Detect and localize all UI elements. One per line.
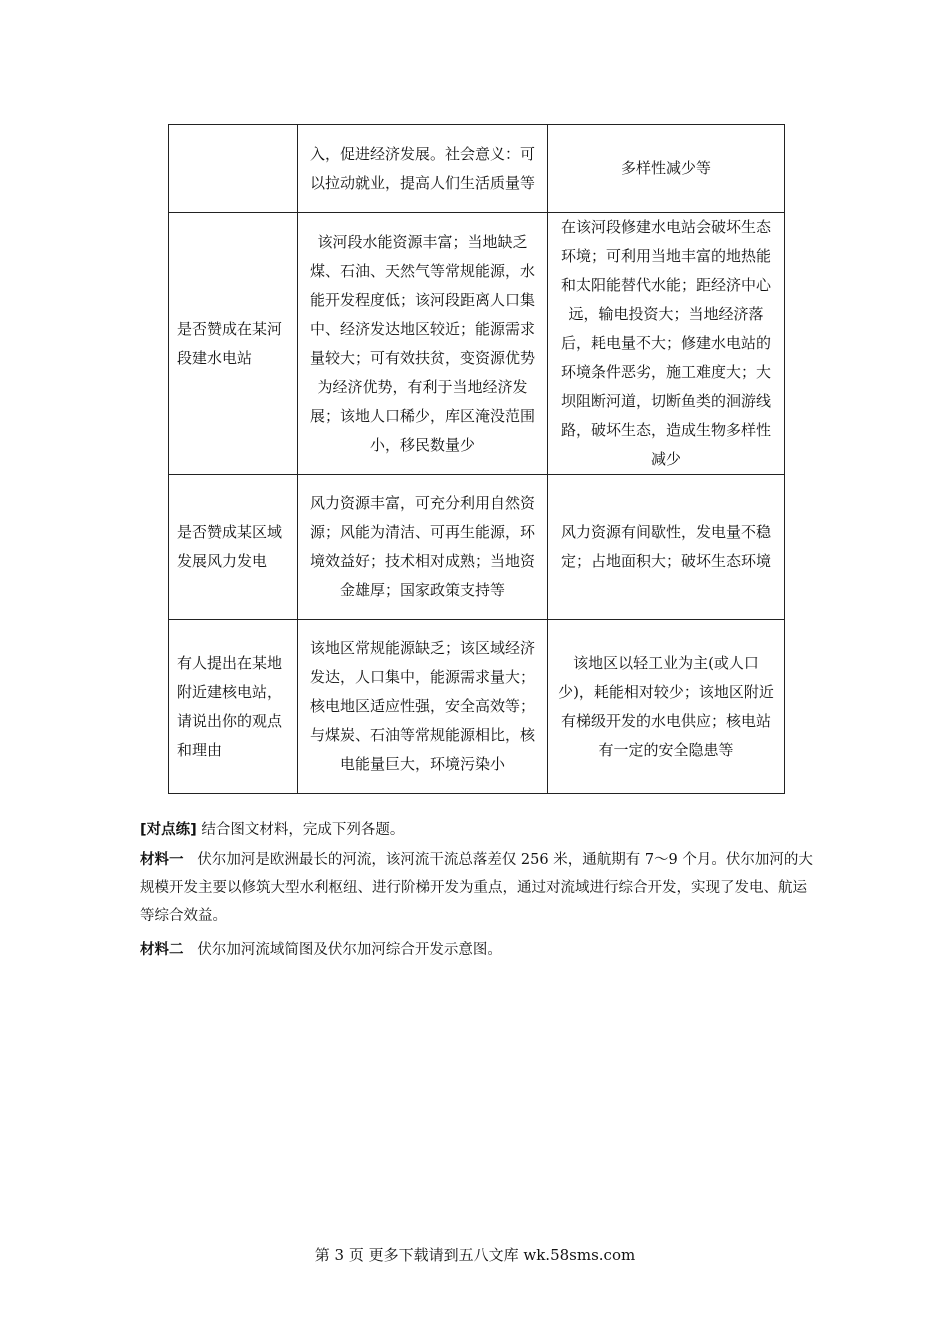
table-row bbox=[169, 125, 785, 213]
table-row bbox=[169, 475, 785, 620]
con-cell: 该地区以轻工业为主(或人口少)，耗能相对较少；该地区附近有梯级开发的水电供应；核电站有一定的安全隐患等 bbox=[548, 620, 785, 794]
table-row bbox=[169, 620, 785, 794]
question-cell: 是否赞成某区域发展风力发电 bbox=[169, 475, 298, 620]
con-cell: 风力资源有间歇性，发电量不稳定；占地面积大；破坏生态环境 bbox=[548, 475, 785, 620]
material2-label: 材料二 bbox=[140, 942, 184, 958]
material-one bbox=[140, 846, 820, 930]
table-row bbox=[169, 213, 785, 475]
question-cell: 有人提出在某地附近建核电站，请说出你的观点和理由 bbox=[169, 620, 298, 794]
material2-text: 伏尔加河流域简图及伏尔加河综合开发示意图。 bbox=[197, 942, 502, 958]
pro-cell: 该地区常规能源缺乏；该区域经济发达，人口集中，能源需求量大；核电地区适应性强，安全高效等；与煤炭、石油等常规能源相比，核电能量巨大，环境污染小 bbox=[298, 620, 548, 794]
pro-cell: 入，促进经济发展。社会意义：可以拉动就业，提高人们生活质量等 bbox=[298, 125, 548, 213]
comparison-table bbox=[168, 124, 785, 794]
material-two bbox=[140, 936, 820, 964]
exercise-instruction: 结合图文材料，完成下列各题。 bbox=[201, 822, 405, 838]
pro-cell: 该河段水能资源丰富；当地缺乏煤、石油、天然气等常规能源，水能开发程度低；该河段距离人口集中、经济发达地区较近；能源需求量较大；可有效扶贫，变资源优势为经济优势，有利于当地经济发展；该地人口稀少，库区淹没范围小，移民数量少 bbox=[298, 213, 548, 475]
page-footer: 第 3 页 更多下载请到五八文库 wk.58sms.com bbox=[314, 1246, 636, 1264]
pro-cell: 风力资源丰富，可充分利用自然资源；风能为清洁、可再生能源，环境效益好；技术相对成熟；当地资金雄厚；国家政策支持等 bbox=[298, 475, 548, 620]
con-cell: 多样性减少等 bbox=[548, 125, 785, 213]
con-cell: 在该河段修建水电站会破坏生态环境；可利用当地丰富的地热能和太阳能替代水能；距经济中心远，输电投资大；当地经济落后，耗电量不大；修建水电站的环境条件恶劣，施工难度大；大坝阻断河道，切断鱼类的洄游线路，破坏生态，造成生物多样性减少 bbox=[548, 213, 785, 475]
question-cell: 是否赞成在某河段建水电站 bbox=[169, 213, 298, 475]
exercise-tag: [对点练] bbox=[140, 822, 197, 838]
material1-label: 材料一 bbox=[140, 852, 184, 868]
question-cell bbox=[169, 125, 298, 213]
material1-text: 伏尔加河是欧洲最长的河流，该河流干流总落差仅 256 米，通航期有 7～9 个月。伏尔加河的大规模开发主要以修筑大型水利枢纽、进行阶梯开发为重点，通过对流域进行综合开发，实现了发电、航运等综合效益。 bbox=[140, 852, 813, 924]
exercise-intro bbox=[140, 816, 820, 844]
